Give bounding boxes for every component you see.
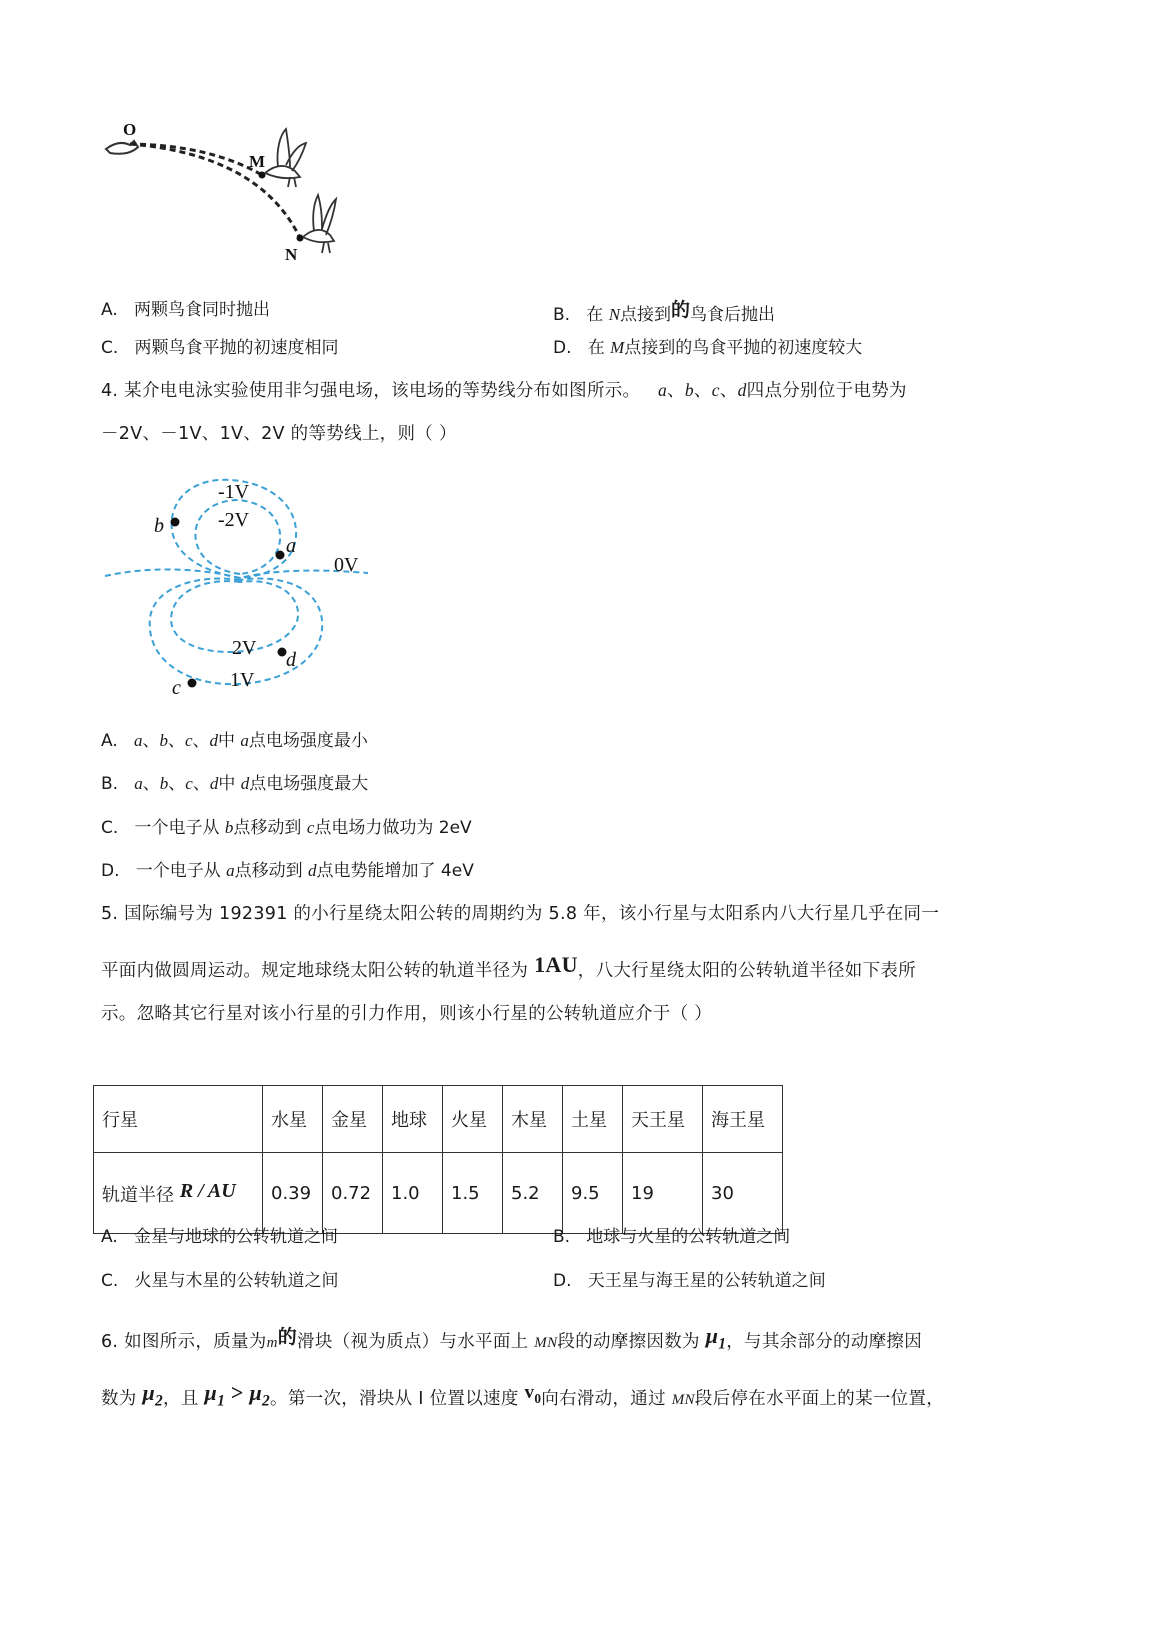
q6-text-mid: 滑块（视为质点）与水平面上 [297,1332,529,1352]
v-subscript: 0 [534,1390,542,1406]
equipotential-figure [100,470,380,705]
option-text-mid: 中 [218,774,236,794]
var-b: b [159,731,168,750]
var-m: m [266,1335,278,1351]
option-text-mid: 点移动到 [234,861,303,881]
point-m [259,172,266,179]
header-cell: 行星 [94,1086,263,1153]
value-cell: 19 [623,1153,703,1234]
option-text-pre: 一个电子从 [134,818,220,838]
sep: 、 [192,774,210,794]
point-n [297,235,304,242]
bird-feeding-figure [100,115,345,275]
option-key: A. [101,1227,118,1247]
var-mn: MN [534,1335,558,1351]
q6-stem-line2 [101,1380,944,1410]
header-cell: 木星 [503,1086,563,1153]
q5-stem-line2 [101,952,916,982]
var-a: a [240,731,249,750]
option-text-post: 鸟食后抛出 [690,305,776,325]
label-point-c: c [172,677,181,699]
q3-option-d [553,333,862,358]
var-b: b [224,818,234,837]
mu-subscript: 2 [262,1392,271,1410]
option-text: 两颗鸟食同时抛出 [133,300,270,320]
value-cell: 1.0 [383,1153,443,1234]
var-c: c [185,774,193,793]
var-b: b [684,380,694,400]
point-b [171,518,180,527]
var-n: N [608,305,621,324]
option-key: A. [101,300,118,320]
option-text-pre: 在 [586,305,604,325]
option-text-post: 点接到的鸟食平抛的初速度较大 [624,338,863,358]
option-text-post: 点电势能增加了 4eV [316,861,474,881]
v-letter: v [524,1382,535,1403]
label-m: M [249,152,266,171]
value-cell: 1.5 [443,1153,503,1234]
var-a: a [226,861,235,880]
sep: 、 [142,731,160,751]
option-text-pre: 在 [587,338,605,358]
option-text-mid: 点接到 [620,305,672,325]
var-d: d [209,774,219,793]
option-key: B. [553,305,571,325]
sep: 、 [693,381,712,401]
label-minus-1v: -1V [218,481,250,503]
de-char: 的 [671,299,691,321]
q6-text-mid2: 。第一次，滑块从 I 位置以速度 [270,1389,519,1409]
header-cell: 天王星 [623,1086,703,1153]
q6-text-pre: 6. 如图所示，质量为 [101,1332,267,1352]
mu2-symbol [142,1380,164,1410]
mu-letter: μ [142,1380,156,1405]
option-text: 天王星与海王星的公转轨道之间 [587,1271,826,1291]
trajectory-to-m [130,144,262,175]
q6-text-mid2: 段的动摩擦因数为 [557,1332,700,1352]
option-text: 火星与木星的公转轨道之间 [134,1271,339,1291]
mu1-symbol [705,1323,727,1353]
q3-option-c [101,333,339,358]
value-cell: 9.5 [563,1153,623,1234]
q4-stem-line1 [101,377,907,402]
q6-stem-line1 [101,1322,922,1353]
q3-option-b [553,295,775,325]
de-char: 的 [277,1326,298,1348]
v0-symbol [524,1382,542,1406]
greater-than: > [225,1380,250,1405]
option-text-pre: 一个电子从 [135,861,221,881]
label-point-b: b [154,515,164,537]
option-key: D. [553,1271,572,1291]
row-label: 轨道半径 [102,1184,174,1206]
bird-m-icon [265,129,306,187]
q4-text-pre: 4. 某介电电泳实验使用非匀强电场，该电场的等势线分布如图所示。 [101,381,641,401]
option-key: C. [101,1271,119,1291]
value-cell: 5.2 [503,1153,563,1234]
q5-stem-line3: 示。忽略其它行星对该小行星的引力作用，则该小行星的公转轨道应介于（ ） [101,1004,713,1024]
q4-option-d [101,856,474,881]
header-cell: 地球 [383,1086,443,1153]
sep: 、 [667,381,685,401]
label-n: N [285,245,298,264]
var-d: d [240,774,250,793]
label-zero-v: 0V [334,554,359,576]
mu-inequality [204,1380,271,1410]
label-point-a: a [286,535,296,557]
header-cell: 火星 [443,1086,503,1153]
label-plus-2v: 2V [232,637,257,659]
sep: 、 [142,774,160,794]
point-a [276,551,285,560]
mu-subscript: 1 [718,1335,727,1353]
mu-subscript: 1 [217,1392,226,1410]
option-text-post: 点电场强度最大 [249,774,369,794]
header-cell: 土星 [563,1086,623,1153]
q4-text-post: 四点分别位于电势为 [746,381,907,401]
option-text-mid: 点移动到 [233,818,302,838]
value-cell: 0.39 [263,1153,323,1234]
sep: 、 [719,381,738,401]
table-header-row [94,1086,783,1153]
option-key: B. [553,1227,571,1247]
option-key: B. [101,774,119,794]
value-cell: 0.72 [323,1153,383,1234]
sep: 、 [192,731,210,751]
header-cell: 海王星 [703,1086,783,1153]
sep: 、 [168,774,186,794]
q5-option-c [101,1266,339,1291]
q5-option-a [101,1222,338,1247]
option-text: 地球与火星的公转轨道之间 [586,1227,791,1247]
q5-text-pre: 平面内做圆周运动。规定地球绕太阳公转的轨道半径为 [101,961,529,981]
label-o: O [123,120,137,139]
sep: 、 [167,731,185,751]
option-text-post: 点电场强度最小 [248,731,368,751]
option-text: 两颗鸟食平抛的初速度相同 [134,338,339,358]
header-cell: 水星 [263,1086,323,1153]
var-mn: MN [671,1392,695,1408]
mu-letter: μ [249,1380,263,1405]
label-plus-1v: 1V [230,669,255,691]
q5-option-b [553,1222,790,1247]
q6-text-post: ，与其余部分的动摩擦因 [726,1332,923,1352]
q6-text-mid3: 向右滑动，通过 [541,1389,666,1409]
q4-option-a [101,726,368,751]
q4-stem-line2: －2V、－1V、1V、2V 的等势线上，则（ ） [101,424,457,444]
au-unit: 1AU [534,952,578,977]
var-d: d [209,731,218,750]
label-point-d: d [286,649,296,671]
var-d: d [308,861,317,880]
mu-subscript: 2 [155,1392,164,1410]
var-c: c [184,731,193,750]
var-a: a [657,380,668,400]
row-unit: R / AU [179,1179,236,1202]
option-text: 金星与地球的公转轨道之间 [133,1227,338,1247]
value-cell: 30 [703,1153,783,1234]
var-c: c [711,380,720,400]
option-text-post: 点电场力做功为 2eV [314,818,472,838]
q4-option-c [101,813,472,838]
var-c: c [306,818,315,837]
header-cell: 金星 [323,1086,383,1153]
q3-option-a [101,295,270,320]
option-text-mid: 中 [218,731,235,751]
option-key: D. [553,338,572,358]
mu-letter: μ [204,1380,218,1405]
var-a: a [133,731,143,750]
option-key: A. [101,731,118,751]
point-c [188,679,197,688]
var-m: M [610,338,625,357]
var-a: a [134,774,143,793]
option-key: D. [101,861,120,881]
planet-orbit-table [93,1085,783,1234]
option-key: C. [101,338,119,358]
option-key: C. [101,818,119,838]
mu-letter: μ [705,1323,719,1348]
q6-text-post: 段后停在水平面上的某一位置， [694,1389,945,1409]
q5-text-post: ，八大行星绕太阳的公转轨道半径如下表所 [577,961,916,981]
trajectory-to-n [130,144,300,238]
q5-stem-line1: 5. 国际编号为 192391 的小行星绕太阳公转的周期约为 5.8 年，该小行星与太阳系内八大行星几乎在同一 [101,904,940,924]
q5-option-d [553,1266,826,1291]
q6-text-mid: ，且 [163,1389,199,1409]
label-minus-2v: -2V [218,509,250,531]
var-b: b [159,774,169,793]
q4-option-b [101,769,368,794]
var-d: d [737,380,747,400]
q6-text-pre: 数为 [101,1389,137,1409]
bird-n-icon [303,195,336,253]
